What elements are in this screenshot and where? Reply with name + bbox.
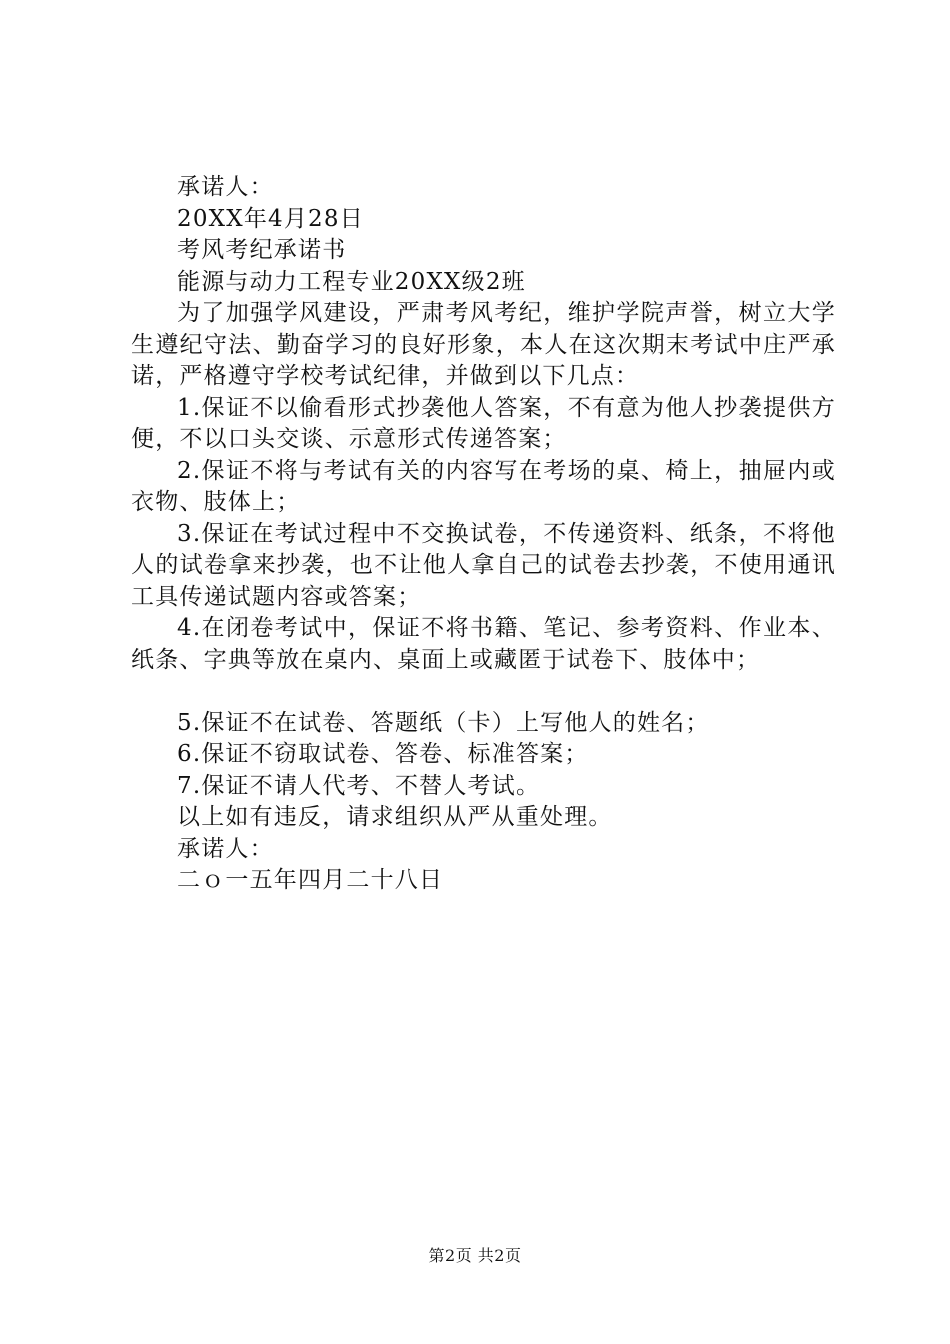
closing-statement: 以上如有违反，请求组织从严从重处理。 bbox=[177, 804, 613, 830]
signer-label: 承诺人： bbox=[177, 835, 274, 862]
pledge-item-3: 3.保证在考试过程中不交换试卷，不传递资料、纸条，不将他人的试卷拿来抄袭，也不让他人拿自己的试卷去抄袭，不使用通讯工具传递试题内容或答案； bbox=[131, 520, 836, 610]
pledge-item-4: 4.在闭卷考试中，保证不将书籍、笔记、参考资料、作业本、纸条、字典等放在桌内、桌面上或藏匿于试卷下、肢体中； bbox=[131, 615, 836, 673]
class-name: 能源与动力工程专业20XX级2班 bbox=[177, 268, 526, 295]
signing-date: 二ｏ一五年四月二十八日 bbox=[177, 867, 444, 893]
pledge-item-7: 7.保证不请人代考、不替人考试。 bbox=[177, 772, 541, 799]
pledge-item-5: 5.保证不在试卷、答题纸（卡）上写他人的姓名； bbox=[177, 709, 710, 736]
document-title: 考风考纪承诺书 bbox=[177, 237, 347, 263]
pledge-item-2: 2.保证不将与考试有关的内容写在考场的桌、椅上，抽屉内或衣物、肢体上； bbox=[131, 457, 836, 515]
pledge-item-1: 1.保证不以偷看形式抄袭他人答案，不有意为他人抄袭提供方便，不以口头交谈、示意形式传递答案； bbox=[131, 394, 836, 452]
date-top: 20XX年4月28日 bbox=[177, 205, 364, 232]
page-footer: 第2页 共2页 bbox=[428, 1246, 522, 1265]
intro-paragraph: 为了加强学风建设，严肃考风考纪，维护学院声誉，树立大学生遵纪守法、勤奋学习的良好形象，本人在这次期末考试中庄严承诺，严格遵守学校考试纪律，并做到以下几点： bbox=[131, 300, 836, 389]
document-body bbox=[131, 172, 836, 897]
signer-label-top: 承诺人： bbox=[177, 174, 274, 200]
pledge-item-6: 6.保证不窃取试卷、答卷、标准答案； bbox=[177, 741, 589, 767]
paragraph-gap bbox=[131, 676, 836, 708]
